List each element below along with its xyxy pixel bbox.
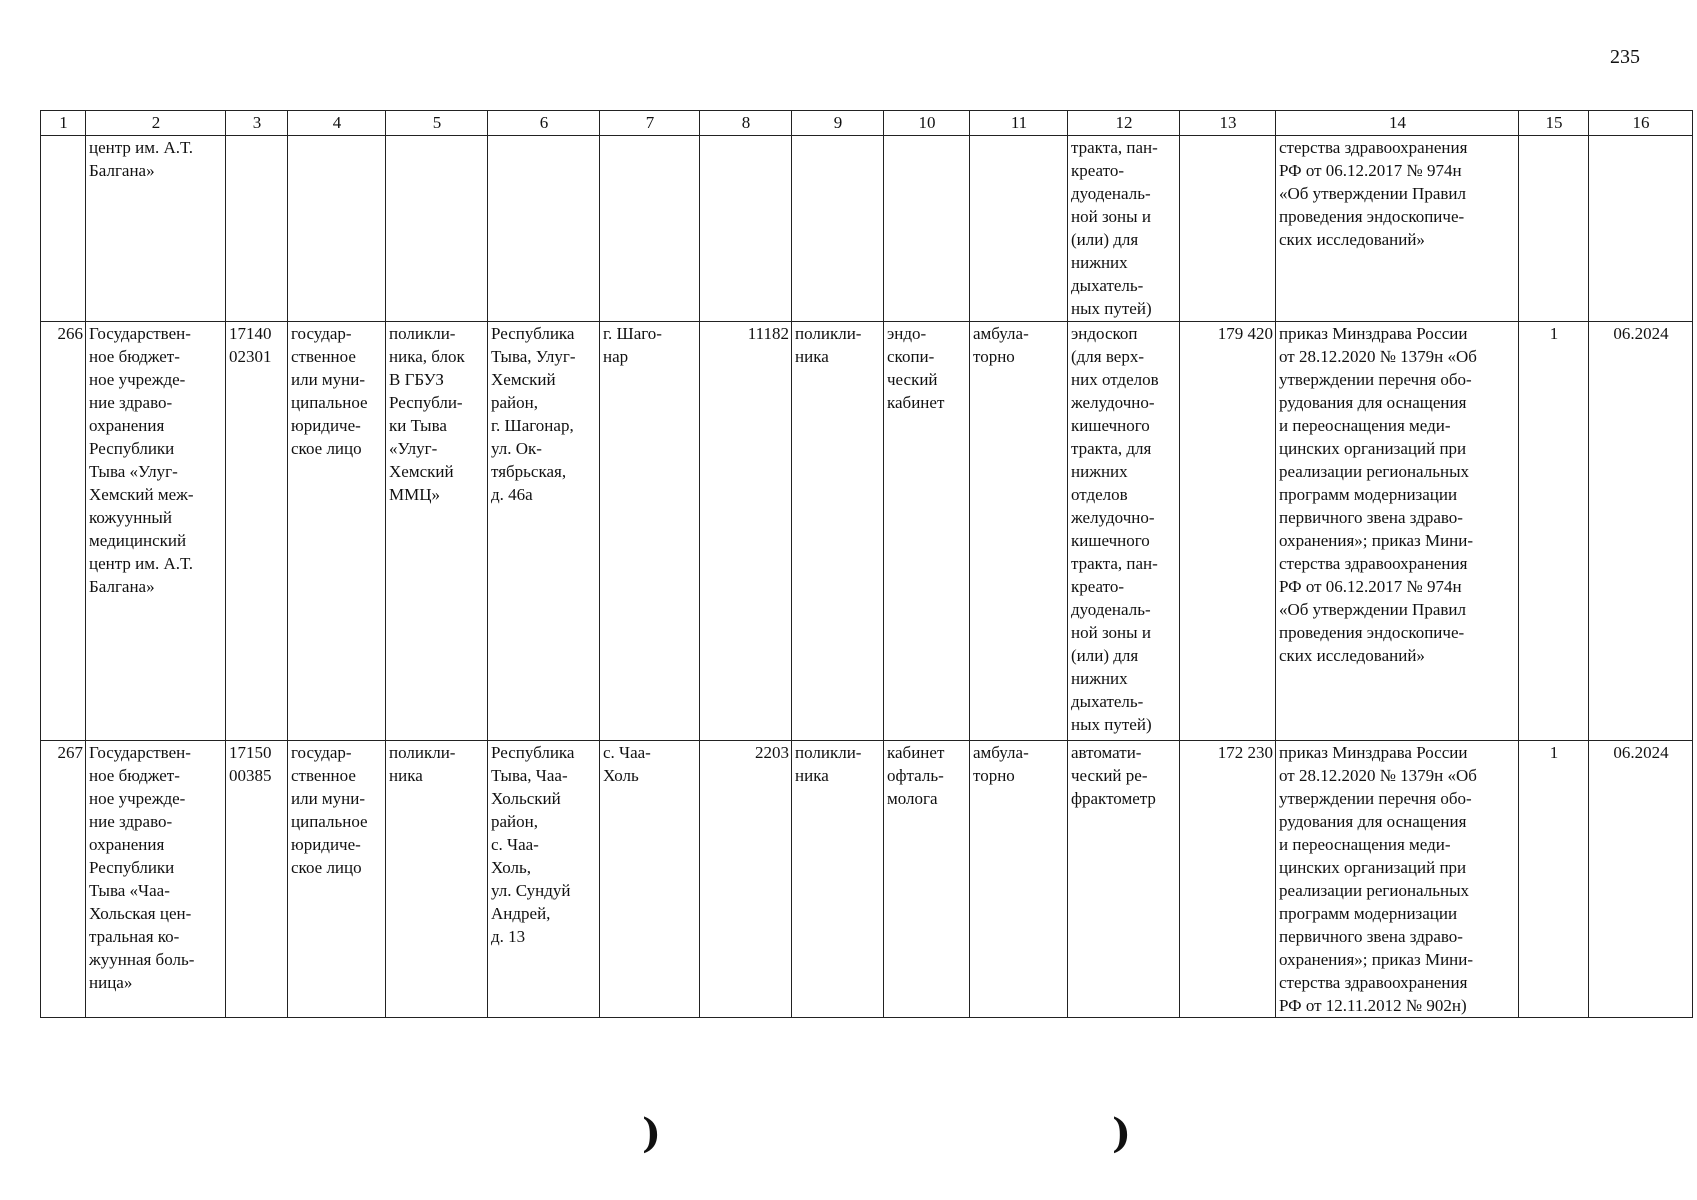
table-cell-col-10: эндо- скопи- ческий кабинет [884, 322, 970, 741]
table-cell-col-4 [288, 136, 386, 322]
table-cell-col-9: поликли- ника [792, 741, 884, 1018]
table-cell-col-1: 267 [41, 741, 86, 1018]
column-header-2: 2 [86, 111, 226, 136]
column-header-12: 12 [1068, 111, 1180, 136]
column-header-15: 15 [1519, 111, 1589, 136]
column-header-10: 10 [884, 111, 970, 136]
table-cell-col-16: 06.2024 [1589, 741, 1693, 1018]
table-cell-col-13: 179 420 [1180, 322, 1276, 741]
table-row [41, 322, 1693, 741]
table-row [41, 136, 1693, 322]
table-cell-col-3: 17150 00385 [226, 741, 288, 1018]
table-cell-col-6 [488, 136, 600, 322]
table-cell-col-12: тракта, пан- креато- дуоденаль- ной зоны и (или) для нижних дыхатель- ных путей) [1068, 136, 1180, 322]
table-cell-col-4: государ- ственное или муни- ципальное юридиче- ское лицо [288, 741, 386, 1018]
table-cell-col-14: стерства здравоохранения РФ от 06.12.2017 № 974н «Об утверждении Правил проведения эндоскопиче- ских исследований» [1276, 136, 1519, 322]
table-cell-col-10: кабинет офталь- молога [884, 741, 970, 1018]
table-cell-col-12: автомати- ческий ре- фрактометр [1068, 741, 1180, 1018]
footer-mark-right: ) [1112, 1110, 1131, 1157]
column-header-16: 16 [1589, 111, 1693, 136]
table-cell-col-5: поликли- ника [386, 741, 488, 1018]
table-cell-col-1: 266 [41, 322, 86, 741]
column-header-8: 8 [700, 111, 792, 136]
table-cell-col-12: эндоскоп (для верх- них отделов желудочно- кишечного тракта, для нижних отделов желудочно- кишечного тракта, пан- креато- дуоденаль- ной зоны и (или) для нижних дыхатель- ных путей) [1068, 322, 1180, 741]
table-cell-col-11 [970, 136, 1068, 322]
table-cell-col-2: Государствен- ное бюджет- ное учрежде- ние здраво- охранения Республики Тыва «Чаа- Хольская цен- тральная ко- жуунная боль- ница» [86, 741, 226, 1018]
table-cell-col-16 [1589, 136, 1693, 322]
table-cell-col-3: 17140 02301 [226, 322, 288, 741]
table-cell-col-13 [1180, 136, 1276, 322]
column-header-3: 3 [226, 111, 288, 136]
table-cell-col-2: центр им. А.Т. Балгана» [86, 136, 226, 322]
table-cell-col-7: г. Шаго- нар [600, 322, 700, 741]
table-cell-col-5 [386, 136, 488, 322]
table-cell-col-15 [1519, 136, 1589, 322]
table-cell-col-3 [226, 136, 288, 322]
column-header-11: 11 [970, 111, 1068, 136]
table-cell-col-13: 172 230 [1180, 741, 1276, 1018]
table-cell-col-10 [884, 136, 970, 322]
table-cell-col-6: Республика Тыва, Чаа- Хольский район, с. Чаа- Холь, ул. Сундуй Андрей, д. 13 [488, 741, 600, 1018]
page-number: 235 [1610, 46, 1640, 68]
table-cell-col-11: амбула- торно [970, 741, 1068, 1018]
footer-mark-left: ) [642, 1110, 661, 1157]
column-header-1: 1 [41, 111, 86, 136]
table-cell-col-2: Государствен- ное бюджет- ное учрежде- ние здраво- охранения Республики Тыва «Улуг- Хемский меж- кожуунный медицинский центр им. А.Т. Балгана» [86, 322, 226, 741]
table-cell-col-5: поликли- ника, блок В ГБУЗ Республи- ки Тыва «Улуг- Хемский ММЦ» [386, 322, 488, 741]
column-header-6: 6 [488, 111, 600, 136]
table-cell-col-15: 1 [1519, 322, 1589, 741]
table-cell-col-9 [792, 136, 884, 322]
registry-table [40, 110, 1693, 1018]
table-cell-col-4: государ- ственное или муни- ципальное юридиче- ское лицо [288, 322, 386, 741]
column-header-14: 14 [1276, 111, 1519, 136]
table-cell-col-14: приказ Минздрава России от 28.12.2020 № 1379н «Об утверждении перечня обо- рудования для оснащения и переоснащения меди- цинских организаций при реализации региональных программ модернизации первичного звена здраво- охранения»; приказ Мини- стерства здравоохранения РФ от 06.12.2017 № 974н «Об утверждении Правил проведения эндоскопиче- ских исследований» [1276, 322, 1519, 741]
table-cell-col-7 [600, 136, 700, 322]
table-row [41, 741, 1693, 1018]
table-cell-col-6: Республика Тыва, Улуг- Хемский район, г. Шагонар, ул. Ок- тябрьская, д. 46а [488, 322, 600, 741]
table-cell-col-8 [700, 136, 792, 322]
header-row [41, 111, 1693, 136]
table-cell-col-9: поликли- ника [792, 322, 884, 741]
column-header-9: 9 [792, 111, 884, 136]
table-cell-col-7: с. Чаа- Холь [600, 741, 700, 1018]
table-cell-col-16: 06.2024 [1589, 322, 1693, 741]
table-cell-col-14: приказ Минздрава России от 28.12.2020 № 1379н «Об утверждении перечня обо- рудования для оснащения и переоснащения меди- цинских организаций при реализации региональных программ модернизации первичного звена здраво- охранения»; приказ Мини- стерства здравоохранения РФ от 12.11.2012 № 902н) [1276, 741, 1519, 1018]
table-cell-col-11: амбула- торно [970, 322, 1068, 741]
column-header-7: 7 [600, 111, 700, 136]
table-cell-col-8: 2203 [700, 741, 792, 1018]
column-header-5: 5 [386, 111, 488, 136]
column-header-4: 4 [288, 111, 386, 136]
table-cell-col-8: 11182 [700, 322, 792, 741]
table-cell-col-15: 1 [1519, 741, 1589, 1018]
table-cell-col-1 [41, 136, 86, 322]
column-header-13: 13 [1180, 111, 1276, 136]
